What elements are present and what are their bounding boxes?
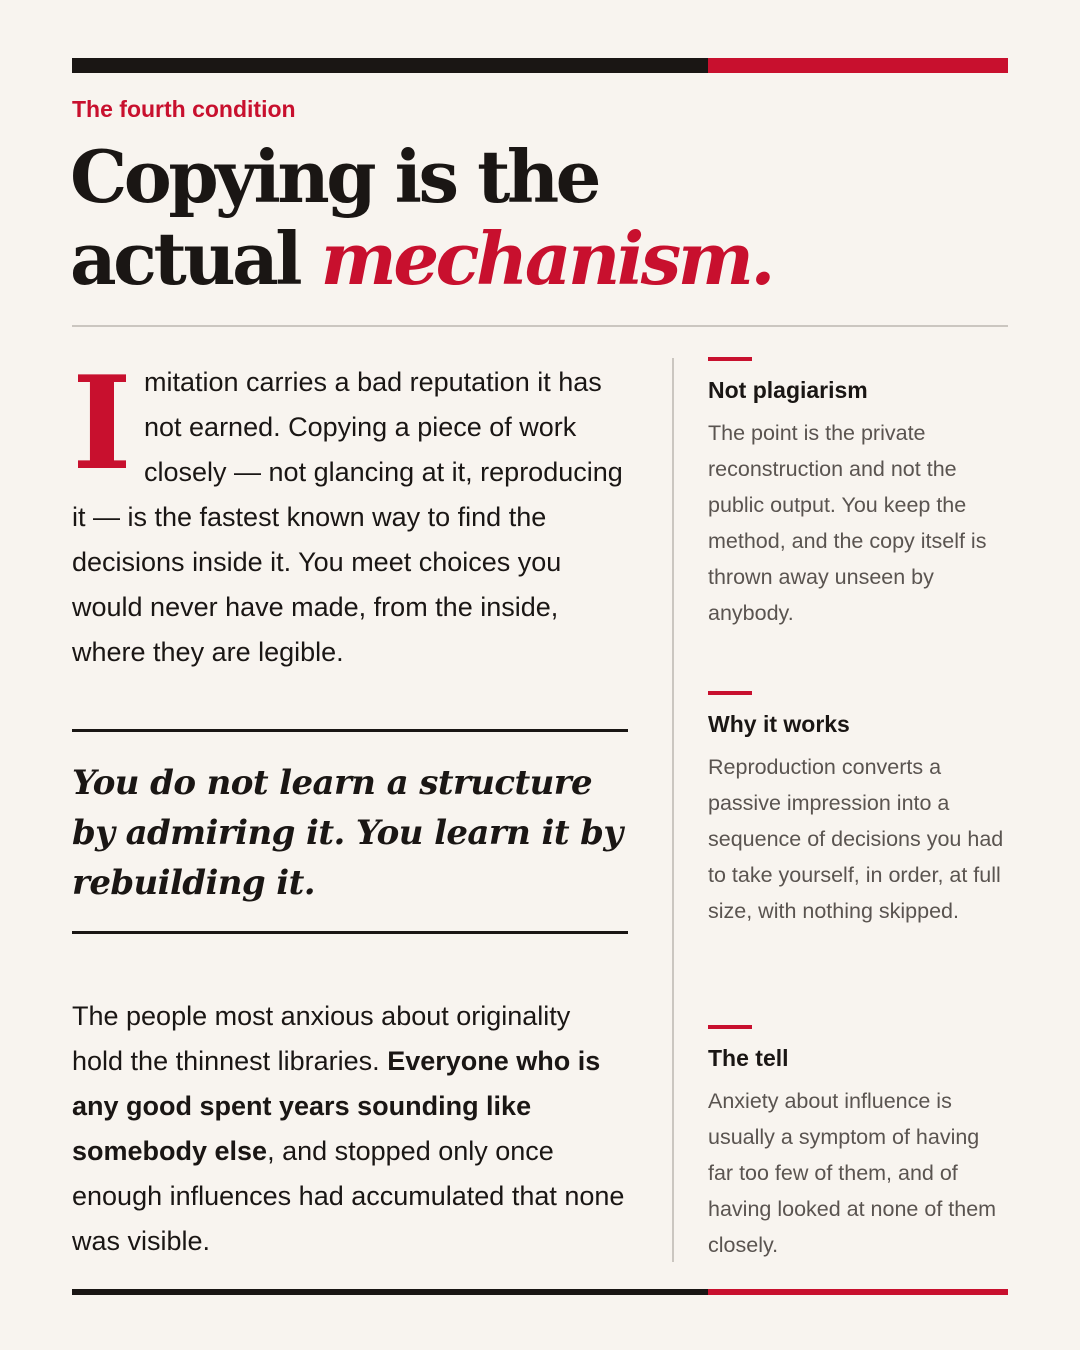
body-paragraph bbox=[72, 994, 628, 1264]
bottom-rule bbox=[72, 1289, 1008, 1295]
body-text-bold: Everyone who is any good spent years sounding like somebody else bbox=[72, 1046, 601, 1166]
pull-quote: You do not learn a structure by admiring it. You learn it by rebuilding it. bbox=[72, 763, 623, 903]
body-text-after: , and stopped only once enough influences had accumulated that none was visible. bbox=[72, 1136, 625, 1256]
sidebar-note-text: Reproduction converts a passive impression into a sequence of decisions you had to take yourself, in order, at full size, with nothing skipped. bbox=[708, 755, 1004, 923]
pull-quote-rule-top bbox=[72, 729, 628, 732]
headline-line2-plain: actual bbox=[70, 216, 321, 301]
pull-quote-rule-bottom bbox=[72, 931, 628, 934]
drop-cap: I bbox=[72, 349, 132, 499]
bottom-rule-red bbox=[708, 1289, 1008, 1295]
headline bbox=[70, 136, 1010, 300]
lead-paragraph bbox=[72, 349, 628, 675]
headline-line1: Copying is the bbox=[70, 134, 598, 219]
sidebar-note-title: Not plagiarism bbox=[708, 377, 868, 403]
header-divider bbox=[72, 325, 1008, 327]
sidebar-note-the-tell bbox=[708, 1025, 1008, 1263]
sidebar-note-why-it-works bbox=[708, 691, 1008, 929]
kicker: The fourth condition bbox=[72, 96, 296, 122]
lead-text: mitation carries a bad reputation it has not earned. Copying a piece of work closely — not glancing at it, reproducing it — is the fastest known way to find the decisions inside it. You meet choices you would never have made, from the inside, where they are legible. bbox=[72, 367, 623, 667]
column-divider bbox=[672, 358, 674, 1262]
sidebar-note-title: Why it works bbox=[708, 711, 850, 737]
top-rule bbox=[72, 58, 1008, 73]
top-rule-red bbox=[708, 58, 1008, 73]
sidebar-note-not-plagiarism bbox=[708, 357, 1008, 631]
sidebar-accent-mark bbox=[708, 1025, 752, 1029]
sidebar-note-text: The point is the private reconstruction and not the public output. You keep the method, and the copy itself is thrown away unseen by anybody. bbox=[708, 421, 987, 625]
body-text-before: The people most anxious about originality hold the thinnest libraries. bbox=[72, 1001, 571, 1076]
sidebar-accent-mark bbox=[708, 691, 752, 695]
bottom-rule-dark bbox=[72, 1289, 708, 1295]
top-rule-dark bbox=[72, 58, 708, 73]
headline-accent: mechanism. bbox=[320, 216, 772, 301]
sidebar-note-title: The tell bbox=[708, 1045, 789, 1071]
sidebar-note-text: Anxiety about influence is usually a symptom of having far too few of them, and of having looked at none of them closely. bbox=[708, 1089, 997, 1257]
sidebar-accent-mark bbox=[708, 357, 752, 361]
